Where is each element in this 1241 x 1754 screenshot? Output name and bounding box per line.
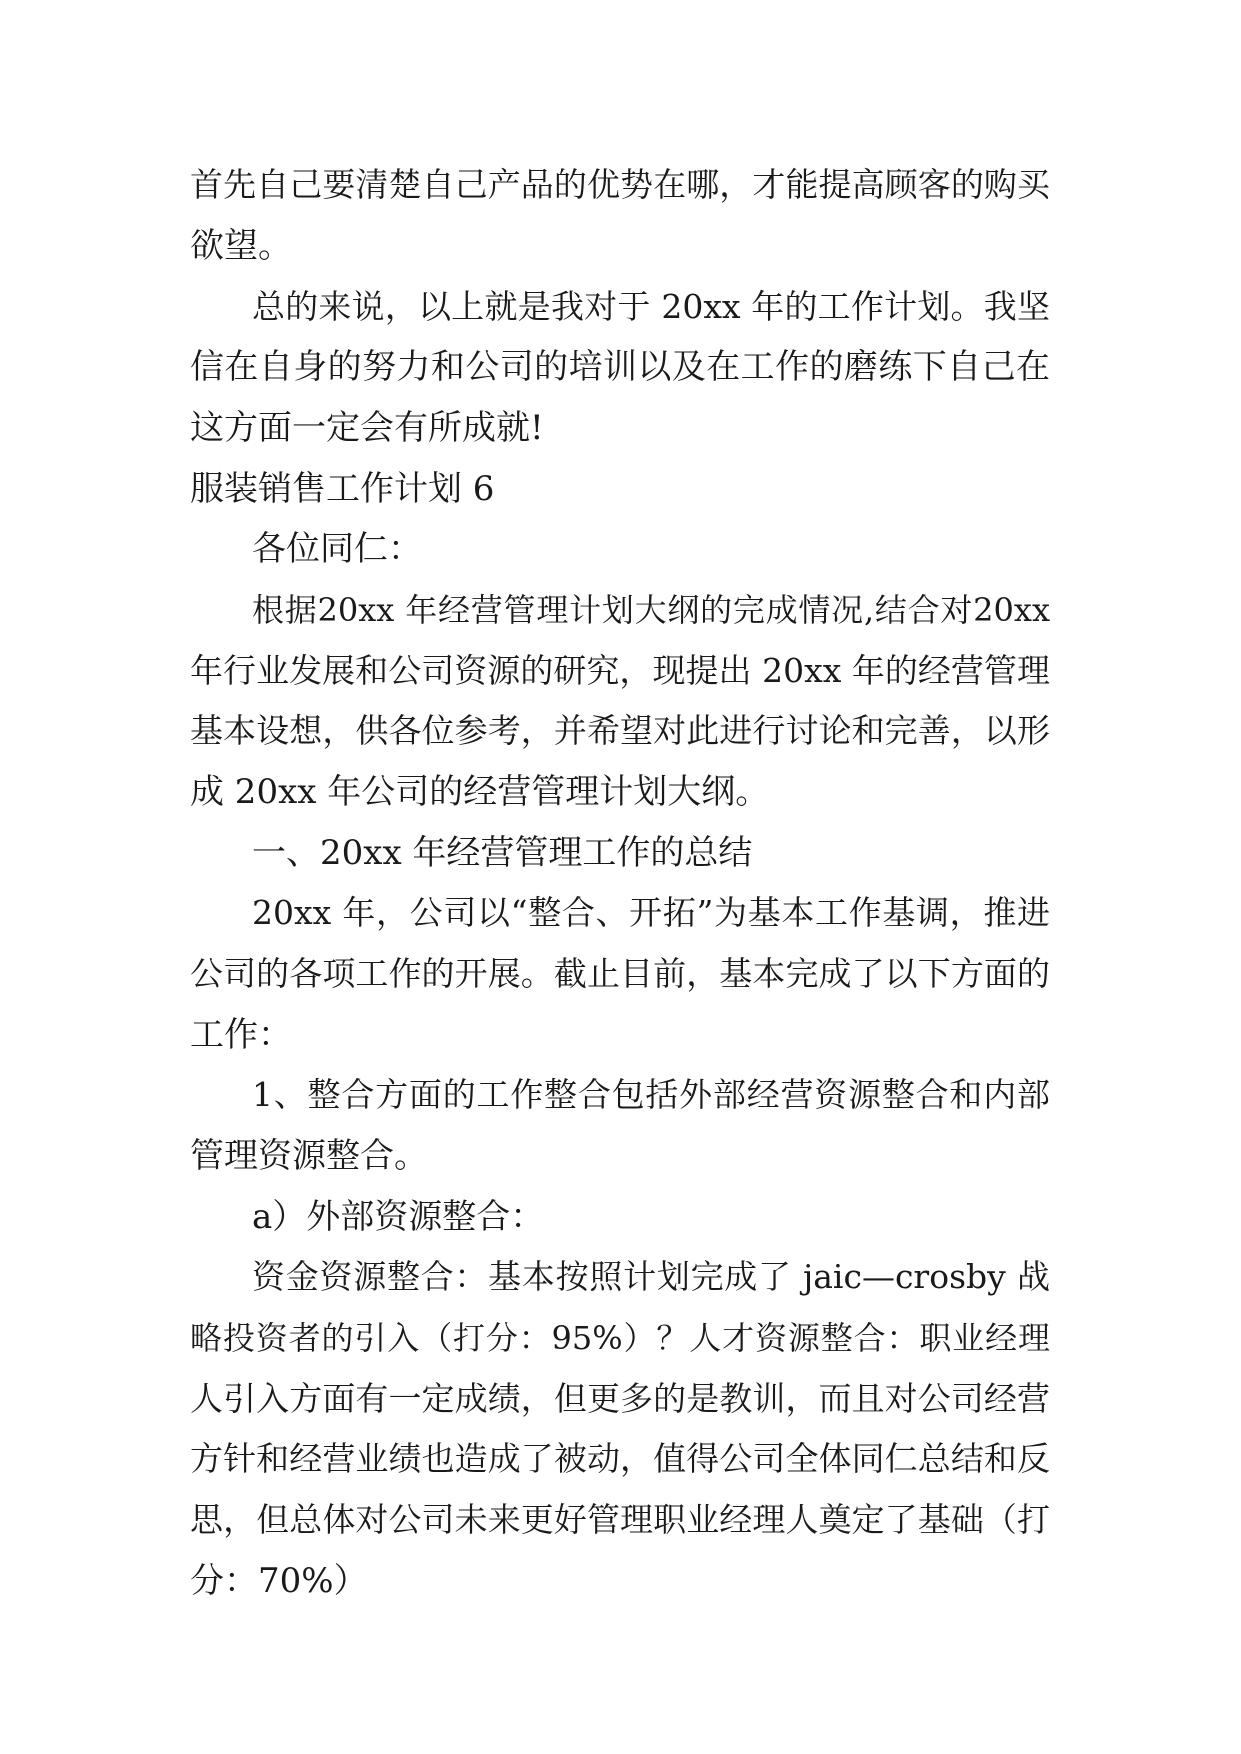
paragraph-line: 这方面一定会有所成就! [190, 408, 544, 448]
list-heading: a）外部资源整合： [252, 1197, 545, 1237]
paragraph-line: 根据20xx 年经营管理计划大纲的完成情况,结合对20xx [252, 591, 1050, 629]
paragraph-line: 略投资者的引入（打分：95%）？人才资源整合：职业经理 [190, 1319, 1050, 1357]
paragraph-line: 信在自身的努力和公司的培训以及在工作的磨练下自己在 [190, 347, 1050, 387]
paragraph-line: 管理资源整合。 [190, 1136, 428, 1176]
paragraph-line: 成 20xx 年公司的经营管理计划大纲。 [190, 772, 770, 812]
paragraph-line: 公司的各项工作的开展。截止目前，基本完成了以下方面的 [190, 954, 1050, 993]
paragraph-line: 20xx 年，公司以“整合、开拓”为基本工作基调，推进 [252, 893, 1050, 932]
paragraph-line: 年行业发展和公司资源的研究，现提出 20xx 年的经营管理 [190, 651, 1050, 690]
paragraph-line: 总的来说，以上就是我对于 20xx 年的工作计划。我坚 [252, 287, 1050, 326]
salutation: 各位同仁： [252, 529, 422, 569]
paragraph-line: 首先自己要清楚自己产品的优势在哪，才能提高顾客的购买 [190, 165, 1050, 204]
paragraph-line: 1、整合方面的工作整合包括外部经营资源整合和内部 [252, 1075, 1050, 1114]
paragraph-line: 资金资源整合：基本按照计划完成了 jaic—crosby 战 [252, 1257, 1050, 1296]
paragraph-line: 人引入方面有一定成绩，但更多的是教训，而且对公司经营 [190, 1379, 1050, 1418]
paragraph-line: 欲望。 [190, 226, 292, 266]
paragraph-line: 基本设想，供各位参考，并希望对此进行讨论和完善，以形 [190, 711, 1050, 750]
paragraph-line: 工作： [190, 1015, 292, 1055]
paragraph-line: 方针和经营业绩也造成了被动，值得公司全体同仁总结和反 [190, 1439, 1050, 1478]
paragraph-line: 分：70%） [190, 1561, 368, 1601]
subsection-heading: 一、20xx 年经营管理工作的总结 [252, 833, 753, 873]
paragraph-line: 思，但总体对公司未来更好管理职业经理人奠定了基础（打 [190, 1500, 1050, 1539]
section-heading: 服装销售工作计划 6 [190, 469, 495, 509]
